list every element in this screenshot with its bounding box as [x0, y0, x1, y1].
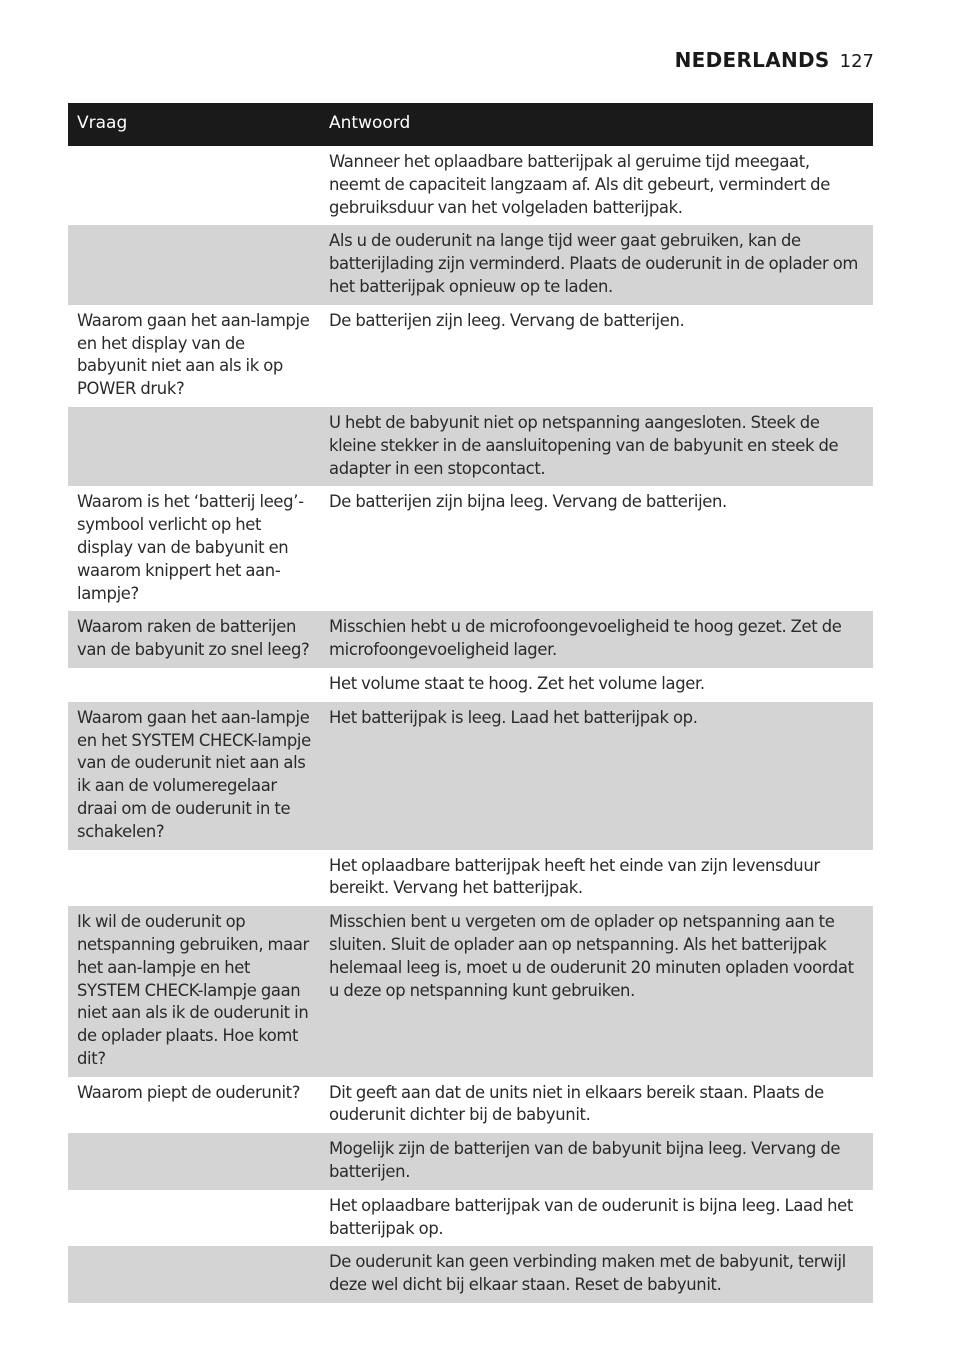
question-cell — [68, 1190, 320, 1247]
answer-cell: De batterijen zijn leeg. Vervang de batterijen. — [329, 310, 685, 330]
table-row — [68, 1246, 873, 1303]
table-row — [68, 668, 873, 702]
table-row — [68, 486, 873, 611]
question-cell — [68, 146, 320, 225]
question-cell — [68, 850, 320, 907]
table-row — [68, 146, 873, 225]
table-row — [68, 1190, 873, 1247]
question-cell: Waarom piept de ouderunit? — [77, 1082, 301, 1102]
answer-cell: U hebt de babyunit niet op netspanning aangesloten. Steek de kleine stekker in de aansluitopening van de babyunit en steek de adapter in een stopcontact. — [329, 412, 839, 478]
table-body — [68, 146, 873, 1303]
answer-cell: De ouderunit kan geen verbinding maken met de babyunit, terwijl deze wel dicht bij elkaar staan. Reset de babyunit. — [329, 1252, 846, 1295]
table-row — [68, 1077, 873, 1134]
answer-cell: Misschien bent u vergeten om de oplader op netspanning aan te sluiten. Sluit de oplader aan op netspanning. Als het batterijpak helemaal leeg is, moet u de ouderunit 20 minuten opladen voordat u deze op netspanning kunt gebruiken. — [329, 912, 854, 1000]
question-cell: Waarom is het ‘batterij leeg’-symbool verlicht op het display van de babyunit en waarom knippert het aan-lampje? — [77, 492, 304, 603]
question-cell: Waarom gaan het aan-lampje en het display van de babyunit niet aan als ik op POWER druk? — [77, 310, 310, 399]
faq-table — [68, 103, 873, 1303]
answer-cell: Het volume staat te hoog. Zet het volume lager. — [329, 673, 705, 693]
answer-cell: Het oplaadbare batterijpak heeft het einde van zijn levensduur bereikt. Vervang het batterijpak. — [329, 855, 820, 898]
table-row — [68, 1133, 873, 1190]
answer-cell: Misschien hebt u de microfoongevoeligheid te hoog gezet. Zet de microfoongevoeligheid lager. — [329, 617, 842, 660]
answer-cell: Het oplaadbare batterijpak van de ouderunit is bijna leeg. Laad het batterijpak op. — [329, 1195, 853, 1238]
question-cell — [68, 407, 320, 486]
question-cell — [68, 668, 320, 702]
table-row — [68, 702, 873, 850]
question-cell: Waarom raken de batterijen van de babyunit zo snel leeg? — [77, 617, 310, 660]
answer-cell: Mogelijk zijn de batterijen van de babyunit bijna leeg. Vervang de batterijen. — [329, 1139, 841, 1182]
question-cell — [68, 1133, 320, 1190]
page-header — [675, 48, 874, 72]
language-title: NEDERLANDS — [674, 48, 830, 72]
answer-cell: Dit geeft aan dat de units niet in elkaars bereik staan. Plaats de ouderunit dichter bij de babyunit. — [329, 1082, 824, 1125]
answer-cell: De batterijen zijn bijna leeg. Vervang de batterijen. — [329, 492, 727, 512]
question-cell: Ik wil de ouderunit op netspanning gebruiken, maar het aan-lampje en het SYSTEM CHECK-lampje gaan niet aan als ik de ouderunit in de oplader plaats. Hoe komt dit? — [77, 912, 309, 1068]
header-answer: Antwoord — [329, 113, 411, 133]
table-row — [68, 906, 873, 1077]
question-cell — [68, 225, 320, 304]
question-cell: Waarom gaan het aan-lampje en het SYSTEM CHECK-lampje van de ouderunit niet aan als ik aan de volumeregelaar draai om de ouderunit in te schakelen? — [77, 707, 311, 841]
table-row — [68, 407, 873, 486]
answer-cell: Wanneer het oplaadbare batterijpak al geruime tijd meegaat, neemt de capaciteit langzaam af. Als dit gebeurt, vermindert de gebruiksduur van het volgeladen batterijpak. — [329, 152, 830, 217]
answer-cell: Als u de ouderunit na lange tijd weer gaat gebruiken, kan de batterijlading zijn verminderd. Plaats de ouderunit in de oplader om het batterijpak opnieuw op te laden. — [329, 231, 859, 296]
answer-cell: Het batterijpak is leeg. Laad het batterijpak op. — [329, 707, 698, 727]
page-number: 127 — [839, 51, 874, 72]
question-cell — [68, 1246, 320, 1303]
header-question: Vraag — [77, 113, 128, 133]
table-row — [68, 850, 873, 907]
table-row — [68, 305, 873, 407]
table-row — [68, 611, 873, 668]
table-header — [68, 103, 873, 146]
table-row — [68, 225, 873, 304]
